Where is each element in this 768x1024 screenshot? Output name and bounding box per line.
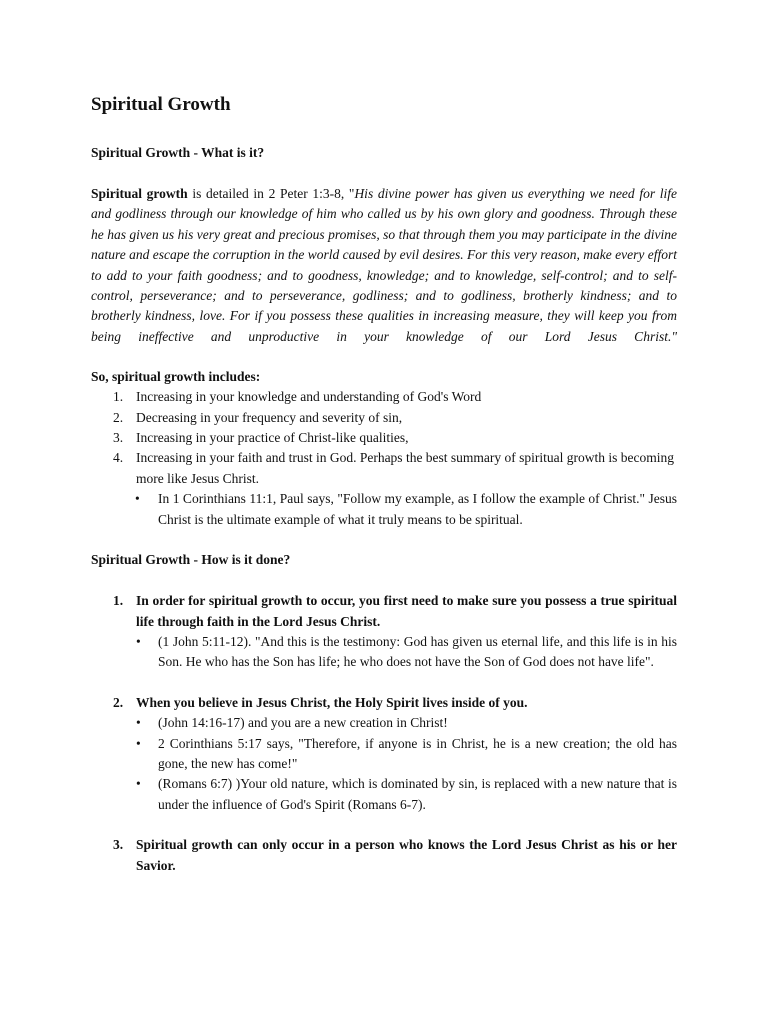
list-item-text: Increasing in your practice of Christ-like qualities, [136, 430, 409, 446]
step-heading: Spiritual growth can only occur in a person who knows the Lord Jesus Christ as his or her Savior. [136, 837, 677, 873]
bullet-text: 2 Corinthians 5:17 says, "Therefore, if anyone is in Christ, he is a new creation; the old has gone, the new has come!" [158, 735, 677, 771]
intro-lead-text: is detailed in 2 Peter 1:3-8, " [187, 186, 355, 201]
bullet-item [136, 734, 677, 775]
page-title: Spiritual Growth [91, 94, 231, 115]
list-number: 3. [113, 430, 124, 446]
step-number: 3. [113, 837, 124, 853]
step-item-1 [91, 591, 677, 673]
step-number: 2. [113, 694, 124, 710]
intro-paragraph [91, 184, 677, 347]
section-heading-how: Spiritual Growth - How is it done? [91, 552, 291, 568]
step-heading: When you believe in Jesus Christ, the Holy Spirit lives inside of you. [136, 694, 528, 710]
bullet-item [136, 774, 677, 815]
list-item [91, 448, 677, 489]
list-item [91, 408, 677, 428]
list-number: 4. [113, 450, 124, 466]
includes-bullet-list [91, 489, 677, 530]
bullet-glyph: • [135, 491, 140, 507]
bullet-glyph: • [136, 715, 141, 731]
list-number: 1. [113, 389, 124, 405]
step-item-2 [91, 693, 677, 815]
step-number: 1. [113, 593, 124, 609]
list-item-text: Decreasing in your frequency and severity of sin, [136, 409, 403, 425]
list-item-text: Increasing in your knowledge and understanding of God's Word [136, 389, 482, 405]
section-heading-what: Spiritual Growth - What is it? [91, 145, 265, 160]
list-item [91, 387, 677, 407]
bullet-text: (John 14:16-17) and you are a new creation in Christ! [158, 715, 448, 731]
bullet-glyph: • [136, 735, 141, 751]
intro-lead-bold: Spiritual growth [91, 186, 188, 201]
bullet-text: (1 John 5:11-12). "And this is the testimony: God has given us eternal life, and this life is in his Son. He who has the Son has life; he who does not have the Son of God does not have life". [158, 633, 677, 670]
includes-list [91, 387, 677, 489]
includes-heading: So, spiritual growth includes: [91, 369, 261, 385]
bullet-item [136, 632, 677, 673]
bullet-glyph: • [136, 776, 141, 792]
bullet-text: In 1 Corinthians 11:1, Paul says, "Follow my example, as I follow the example of Christ." Jesus Christ is the ultimate example of what it truly means to be spiritual. [158, 491, 677, 527]
bullet-item [91, 489, 677, 530]
step-item-3 [91, 835, 677, 876]
bullet-text: (Romans 6:7) )Your old nature, which is dominated by sin, is replaced with a new nature that is under the influence of God's Spirit (Romans 6-7). [158, 776, 677, 812]
list-item-text: Increasing in your faith and trust in God. Perhaps the best summary of spiritual growth is becoming more like Jesus Christ. [136, 450, 675, 486]
steps-list [91, 591, 677, 876]
bullet-glyph: • [136, 633, 141, 649]
list-number: 2. [113, 409, 124, 425]
step-bullets [136, 713, 677, 815]
bullet-item [136, 713, 677, 733]
list-item [91, 428, 677, 448]
step-heading: In order for spiritual growth to occur, you first need to make sure you possess a true spiritual life through faith in the Lord Jesus Christ. [136, 593, 677, 629]
intro-quote: His divine power has given us everything we need for life and godliness through our knowledge of him who called us by his own glory and goodness. Through these he has given us his very great and precious promises, so that through them you may participate in the divine nature and escape the corruption in the world caused by evil desires. For this very reason, make every effort to add to your faith goodness; and to goodness, knowledge; and to knowledge, self-control; and to self-control, perseverance; and to perseverance, godliness; and to godliness, brotherly kindness; and to brotherly kindness, love. For if you possess these qualities in increasing measure, they will keep you from being ineffective and unproductive in your knowledge of our Lord Jesus Christ." [91, 186, 678, 344]
step-bullets [136, 632, 677, 673]
